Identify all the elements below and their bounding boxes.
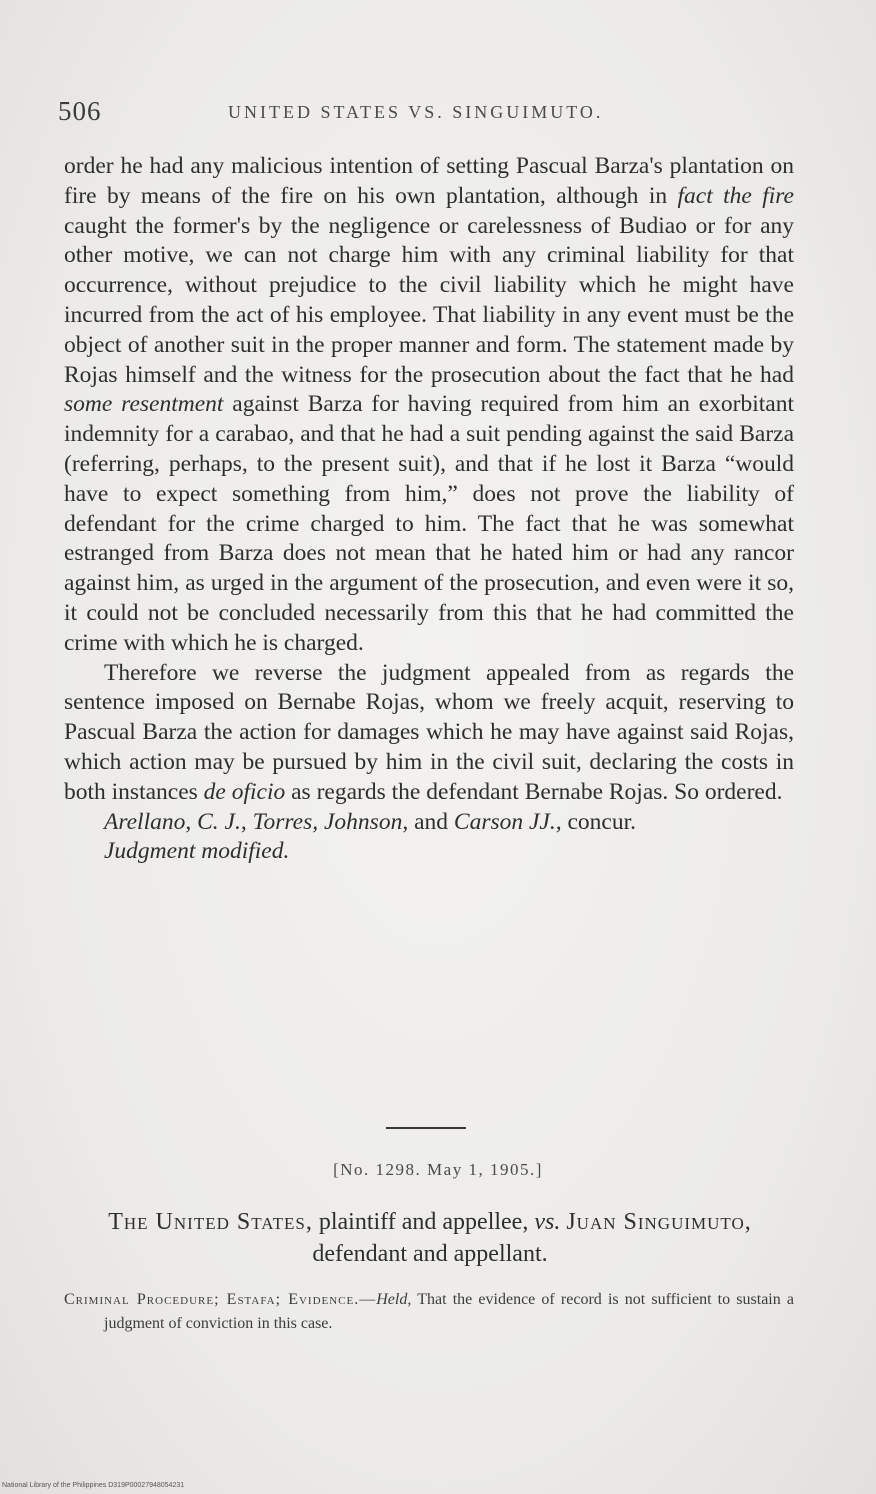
text-run: concur. [561,808,636,835]
judgment-line: Judgment modified. [104,838,290,865]
italic-run: Arellano, C. J., Torres, Johnson, [104,808,409,835]
text-run: as regards the defendant Bernabe Rojas. So ordered. [285,778,783,805]
text-run: defendant and appellant. [312,1241,548,1267]
text-run: Therefore we reverse the judgment appealed from as regards the sentence imposed on Bernabe Rojas, whom we freely acquit, reserving to Pascual Barza the action for damages which he may have against said Rojas, which action may be pursued by him in the civil suit, declaring the costs in both instances [64,659,794,805]
page-number: 506 [58,96,102,126]
running-head: UNITED STATES VS. SINGUIMUTO. [228,102,604,122]
syllabus [64,1288,794,1336]
body-text [64,152,794,867]
text-run: caught the former's by the negligence or carelessness of Budiao or for any other motive, we can not charge him with any criminal liability for that occurrence, without prejudice to the civil liability which he might have incurred from the act of his employee. That liability in any event must be the object of another suit in the proper manner and form. The statement made by Rojas himself and the witness for the prosecution about the fact that he had [64,212,794,388]
page-header [58,96,798,136]
party-name: Juan Singuimuto, [566,1209,752,1235]
text-run: against Barza for having required from him an exorbitant indemnity for a carabao, and that he had a suit pending against the said Barza (referring, perhaps, to the present suit), and that if he lost it Barza “would have to expect something from him,” does not prove the liability of defendant for the crime charged to him. The fact that he was somewhat estranged from Barza does not mean that he hated him or had any rancor against him, as urged in the argument of the prosecution, and even were it so, it could not be concluded necessarily from this that he had committed the crime with which he is charged. [64,391,794,656]
paragraph-1 [64,152,794,659]
paragraph-2 [64,659,794,808]
text-run: plaintiff and appellee, [312,1209,535,1235]
case-number: [No. 1298. May 1, 1905.] [333,1160,543,1179]
section-divider [386,1127,466,1129]
italic-run: Carson JJ., [453,808,562,835]
text-run: That the evidence of record is not sufficient to sustain a judgment of conviction in this case. [104,1291,794,1332]
italic-run: some resentment [64,391,224,418]
italic-run: de oficio [203,778,286,805]
italic-run: vs. [534,1209,561,1235]
concurring-justices [64,808,794,838]
text-run: order he had any malicious intention of setting Pascual Barza's plantation on fire by means of the fire on his own plantation, although in [64,153,794,209]
case-title [60,1206,800,1270]
syllabus-heading: Criminal Procedure; Estafa; Evidence.— [64,1291,377,1308]
scan-footer: National Library of the Philippines D319P00027948054231 [2,1482,185,1489]
italic-run: Held, [376,1291,412,1308]
text-run: and [408,808,454,835]
italic-run: fact the fire [677,182,794,209]
party-name: The United States, [108,1209,313,1235]
